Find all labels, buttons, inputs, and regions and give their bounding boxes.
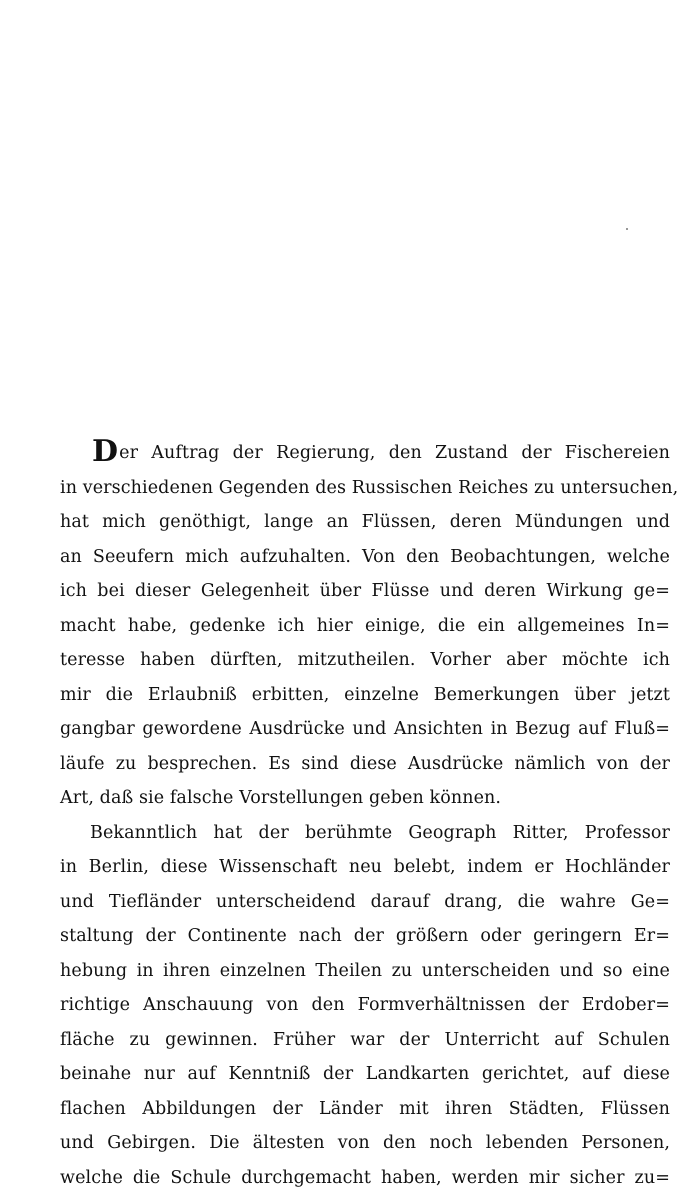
text-line: und Gebirgen. Die ältesten von den noch lebenden Personen,	[60, 1133, 670, 1153]
text-line: hebung in ihren einzelnen Theilen zu unterscheiden und so eine	[60, 960, 670, 981]
text-line: beinahe nur auf Kenntniß der Landkarten gerichtet, auf diese	[60, 1064, 670, 1084]
text-line: Bekanntlich hat der berühmte Geograph Ritter, Professor	[90, 822, 670, 843]
text-line: läufe zu besprechen. Es sind diese Ausdrücke nämlich von der	[60, 753, 670, 774]
text-line: macht habe, gedenke ich hier einige, die ein allgemeines In=	[60, 615, 670, 636]
text-line: ich bei dieser Gelegenheit über Flüsse und deren Wirkung ge=	[60, 581, 670, 601]
text-line: mir die Erlaubniß erbitten, einzelne Bemerkungen über jetzt	[60, 684, 670, 705]
text-line: und Tiefländer unterscheidend darauf drang, die wahre Ge=	[60, 891, 670, 912]
text-line: Art, daß sie falsche Vorstellungen geben können.	[60, 788, 502, 808]
text-line: hat mich genöthigt, lange an Flüssen, deren Mündungen und	[60, 512, 670, 532]
text-line: gangbar gewordene Ausdrücke und Ansichten in Bezug auf Fluß=	[60, 719, 670, 739]
text-line: an Seeufern mich aufzuhalten. Von den Beobachtungen, welche	[60, 546, 670, 567]
text-line: fläche zu gewinnen. Früher war der Unterricht auf Schulen	[60, 1029, 670, 1050]
text-line: teresse haben dürften, mitzutheilen. Vorher aber möchte ich	[60, 650, 670, 670]
text-line: flachen Abbildungen der Länder mit ihren Städten, Flüssen	[60, 1098, 670, 1119]
text-line: Der Auftrag der Regierung, den Zustand der Fischereien	[92, 434, 670, 469]
body-text	[60, 434, 679, 1195]
text-line: welche die Schule durchgemacht haben, werden mir sicher zu=	[60, 1167, 670, 1188]
text-line: in verschiedenen Gegenden des Russischen Reiches zu untersuchen,	[60, 477, 679, 498]
text-line: staltung der Continente nach der größern oder geringern Er=	[60, 926, 670, 946]
paper-speck	[626, 228, 628, 230]
text-line: richtige Anschauung von den Formverhältnissen der Erdober=	[60, 995, 670, 1015]
drop-cap: D	[92, 434, 119, 469]
text-line: in Berlin, diese Wissenschaft neu belebt, indem er Hochländer	[60, 857, 670, 877]
